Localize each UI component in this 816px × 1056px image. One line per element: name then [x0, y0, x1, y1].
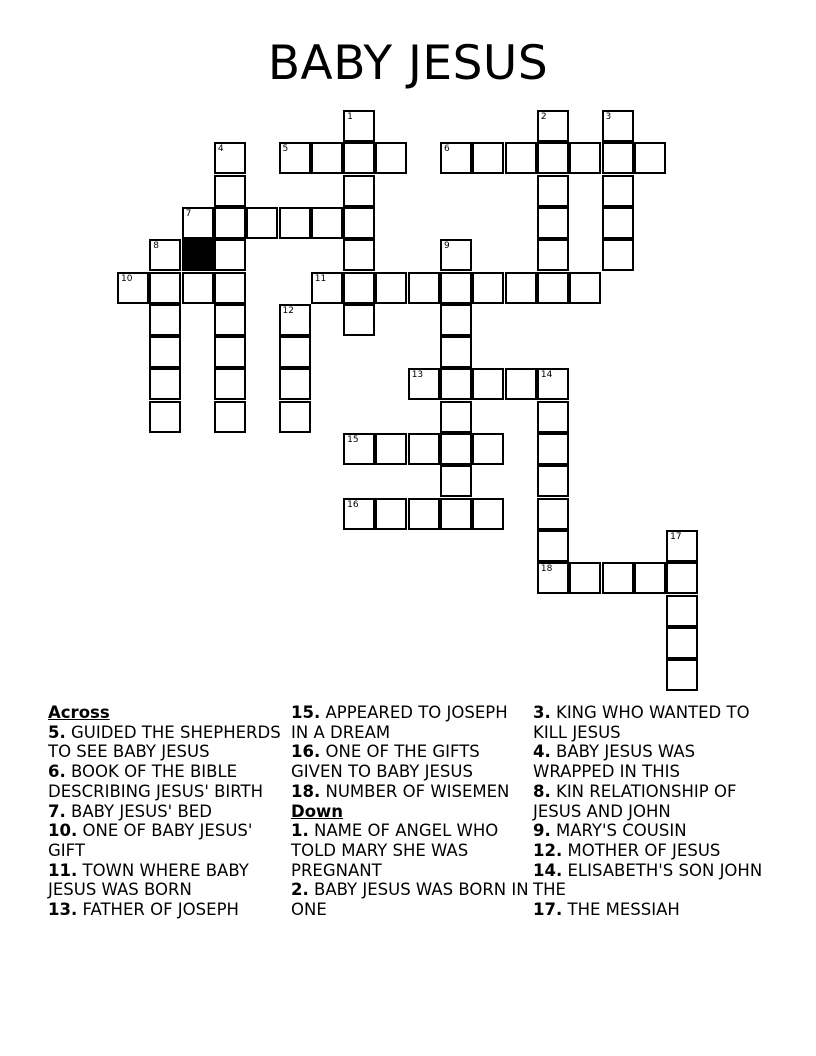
grid-cell[interactable]	[505, 368, 537, 400]
across-heading: Across	[48, 703, 110, 722]
grid-cell[interactable]	[472, 368, 504, 400]
cell-number: 13	[411, 370, 424, 381]
cell-number: 6	[444, 144, 450, 155]
grid-cell[interactable]	[279, 304, 311, 336]
cell-number: 11	[314, 273, 327, 284]
grid-cell[interactable]	[537, 433, 569, 465]
grid-cell[interactable]	[214, 368, 246, 400]
clue-down-4: 4. BABY JESUS WAS WRAPPED IN THIS	[533, 742, 696, 782]
grid-cell[interactable]	[214, 142, 246, 174]
grid-cell[interactable]	[537, 207, 569, 239]
clue-down-17: 17. THE MESSIAH	[533, 900, 680, 920]
grid-cell[interactable]	[375, 433, 407, 465]
grid-cell[interactable]	[311, 207, 343, 239]
grid-cell[interactable]	[214, 304, 246, 336]
grid-cell[interactable]	[279, 368, 311, 400]
grid-cell[interactable]	[537, 175, 569, 207]
clue-across-13: 13. FATHER OF JOSEPH	[48, 900, 239, 920]
grid-cell[interactable]	[569, 272, 601, 304]
cell-number: 10	[121, 273, 133, 284]
clue-across-11: 11. TOWN WHERE BABY JESUS WAS BORN	[48, 860, 249, 900]
grid-cell[interactable]	[149, 239, 181, 271]
grid-cell[interactable]	[666, 595, 698, 627]
grid-cell[interactable]	[537, 110, 569, 142]
grid-cell[interactable]	[214, 239, 246, 271]
grid-cell[interactable]	[440, 498, 472, 530]
grid-cell[interactable]	[343, 175, 375, 207]
grid-cell[interactable]	[149, 401, 181, 433]
grid-cell[interactable]	[537, 368, 569, 400]
grid-cell[interactable]	[279, 142, 311, 174]
grid-cell[interactable]	[375, 142, 407, 174]
page-title: BABY JESUS	[267, 36, 549, 91]
grid-cell[interactable]	[343, 110, 375, 142]
grid-cell[interactable]	[537, 239, 569, 271]
grid-cell[interactable]	[440, 336, 472, 368]
cell-number: 3	[605, 112, 612, 122]
clue-across-10: 10. ONE OF BABY JESUS' GIFT	[48, 821, 253, 860]
grid-cell[interactable]	[666, 562, 698, 594]
clue-down-12: 12. MOTHER OF JESUS	[533, 840, 721, 860]
grid-cell[interactable]	[602, 239, 634, 271]
grid-cell[interactable]	[214, 207, 246, 239]
grid-cell[interactable]	[602, 207, 634, 239]
clue-down-1: 1. NAME OF ANGEL WHO TOLD MARY SHE WAS PREGNANT	[291, 821, 499, 880]
grid-cell[interactable]	[408, 368, 440, 400]
grid-cell[interactable]	[343, 272, 375, 304]
grid-cell[interactable]	[472, 142, 504, 174]
clue-across-6: 6. BOOK OF THE BIBLE DESCRIBING JESUS' BIRTH	[48, 762, 264, 801]
clue-across-18: 18. NUMBER OF WISEMEN	[291, 781, 510, 801]
cell-number: 8	[153, 241, 160, 252]
grid-cell[interactable]	[537, 562, 569, 594]
grid-cell[interactable]	[117, 272, 149, 304]
grid-cell[interactable]	[343, 304, 375, 336]
grid-cell[interactable]	[569, 562, 601, 594]
cell-number: 17	[670, 531, 682, 542]
grid-cell[interactable]	[440, 272, 472, 304]
grid-cell[interactable]	[634, 142, 666, 174]
grid-cell[interactable]	[440, 239, 472, 271]
grid-cell[interactable]	[408, 272, 440, 304]
grid-cell[interactable]	[440, 368, 472, 400]
grid-cell[interactable]	[311, 142, 343, 174]
grid-cell[interactable]	[311, 272, 343, 304]
grid-cell[interactable]	[602, 142, 634, 174]
grid-cell[interactable]	[149, 368, 181, 400]
grid-cell[interactable]	[472, 433, 504, 465]
clue-down-3: 3. KING WHO WANTED TO KILL JESUS	[533, 703, 750, 742]
cell-number: 7	[185, 208, 192, 219]
down-heading: Down	[291, 801, 344, 821]
grid-cell[interactable]	[182, 207, 214, 239]
clue-down-14: 14. ELISABETH'S SON JOHN THE	[533, 860, 763, 900]
grid-cell[interactable]	[149, 272, 181, 304]
clue-down-8: 8. KIN RELATIONSHIP OF JESUS AND JOHN	[533, 781, 737, 821]
cell-number: 18	[540, 564, 553, 575]
cell-number: 16	[347, 499, 359, 510]
clue-column-3	[533, 703, 771, 920]
grid-black-cell	[182, 239, 214, 271]
grid-cell[interactable]	[666, 530, 698, 562]
grid-cell[interactable]	[440, 433, 472, 465]
clue-column-1	[48, 703, 286, 920]
grid-cell[interactable]	[246, 207, 278, 239]
cell-number: 9	[444, 241, 450, 252]
grid-cell[interactable]	[537, 498, 569, 530]
grid-cell[interactable]	[440, 142, 472, 174]
clue-column-2	[291, 703, 529, 920]
grid-cell[interactable]	[375, 272, 407, 304]
clue-across-7: 7. BABY JESUS' BED	[48, 801, 212, 821]
grid-cell[interactable]	[343, 498, 375, 530]
grid-cell[interactable]	[505, 272, 537, 304]
grid-cell[interactable]	[214, 175, 246, 207]
cell-number: 2	[540, 112, 547, 122]
clue-down-9: 9. MARY'S COUSIN	[533, 821, 687, 841]
grid-cell[interactable]	[440, 401, 472, 433]
clue-across-5: 5. GUIDED THE SHEPHERDS TO SEE BABY JESUS	[48, 722, 281, 762]
grid-cell[interactable]	[214, 272, 246, 304]
grid-cell[interactable]	[182, 272, 214, 304]
grid-cell[interactable]	[602, 562, 634, 594]
grid-cell[interactable]	[440, 465, 472, 497]
grid-cell[interactable]	[537, 530, 569, 562]
grid-cell[interactable]	[279, 336, 311, 368]
grid-cell[interactable]	[569, 142, 601, 174]
grid-cell[interactable]	[537, 272, 569, 304]
grid-cell[interactable]	[537, 142, 569, 174]
cell-number: 4	[217, 144, 224, 155]
grid-cell[interactable]	[505, 142, 537, 174]
clue-across-15: 15. APPEARED TO JOSEPH IN A DREAM	[291, 703, 508, 742]
grid-cell[interactable]	[149, 304, 181, 336]
grid-cell[interactable]	[343, 207, 375, 239]
clue-across-16: 16. ONE OF THE GIFTS GIVEN TO BABY JESUS	[291, 742, 480, 782]
cell-number: 5	[282, 144, 289, 155]
grid-cell[interactable]	[602, 175, 634, 207]
clue-down-2: 2. BABY JESUS WAS BORN IN ONE	[291, 880, 529, 920]
grid-cell[interactable]	[375, 498, 407, 530]
grid-cell[interactable]	[149, 336, 181, 368]
grid-cell[interactable]	[472, 498, 504, 530]
grid-cell[interactable]	[537, 401, 569, 433]
grid-cell[interactable]	[214, 336, 246, 368]
grid-cell[interactable]	[537, 465, 569, 497]
grid-cell[interactable]	[343, 433, 375, 465]
grid-cell[interactable]	[343, 239, 375, 271]
grid-cell[interactable]	[408, 498, 440, 530]
grid-cell[interactable]	[666, 627, 698, 659]
grid-cell[interactable]	[602, 110, 634, 142]
grid-cell[interactable]	[279, 401, 311, 433]
cell-number: 14	[540, 370, 553, 381]
grid-cell[interactable]	[214, 401, 246, 433]
grid-cell[interactable]	[343, 142, 375, 174]
grid-cell[interactable]	[279, 207, 311, 239]
grid-cell[interactable]	[666, 659, 698, 691]
grid-cell[interactable]	[440, 304, 472, 336]
cell-number: 12	[282, 305, 294, 316]
grid-cell[interactable]	[472, 272, 504, 304]
grid-cell[interactable]	[634, 562, 666, 594]
cell-number: 1	[347, 112, 353, 122]
cell-number: 15	[347, 435, 359, 445]
grid-cell[interactable]	[408, 433, 440, 465]
